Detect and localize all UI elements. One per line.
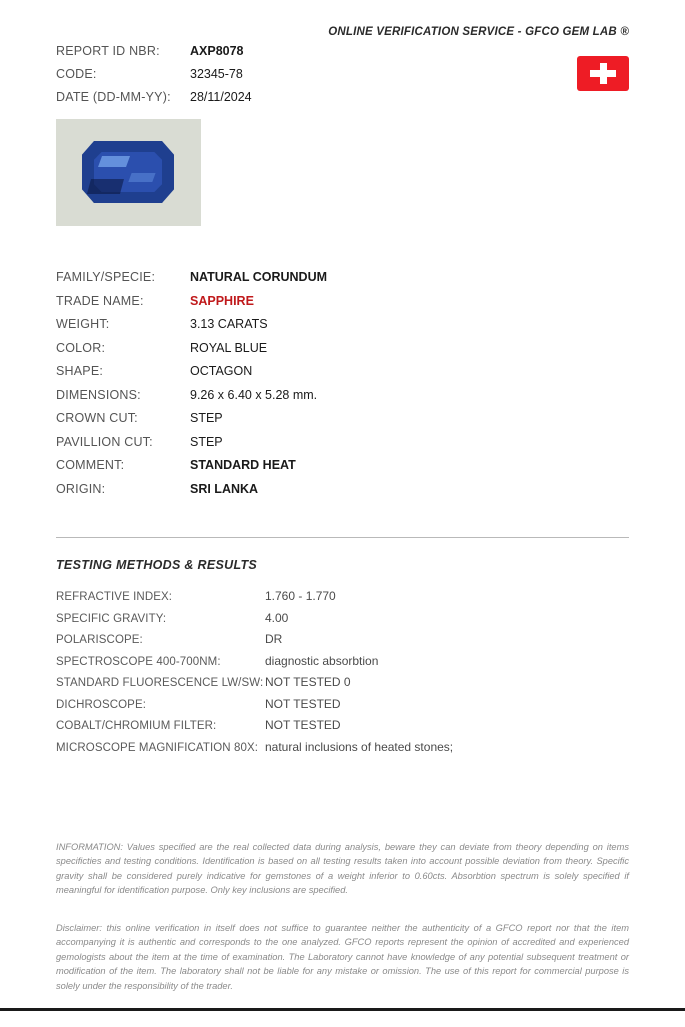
table-row bbox=[56, 654, 616, 668]
test-value: 1.760 - 1.770 bbox=[265, 589, 336, 603]
meta-label: DATE (DD-MM-YY): bbox=[56, 90, 171, 104]
table-row bbox=[56, 740, 616, 754]
meta-label: REPORT ID NBR: bbox=[56, 44, 160, 58]
gem-highlight bbox=[128, 173, 155, 182]
gemstone-photo bbox=[56, 119, 201, 226]
test-label: MICROSCOPE MAGNIFICATION 80X: bbox=[56, 741, 259, 754]
report-meta-block bbox=[56, 44, 376, 113]
gem-shadow-facet bbox=[87, 179, 124, 194]
ident-value: NATURAL CORUNDUM bbox=[190, 270, 328, 284]
swiss-flag-icon bbox=[577, 56, 629, 91]
information-note: INFORMATION: Values specified are the real collected data during analysis, beware they can deviate from theory depending on items specificties and testing conditions. Identification is based on all testing results taken into account possible deviation from theory. Specific gravity shall be considered purely indicative for gemstones of a weight inferior to 0.60cts. Absorbtion spectrum is solely specified if meaningful for identification purpose. Only key inclusions are specified. bbox=[56, 842, 629, 896]
testing-results-table bbox=[56, 589, 616, 761]
ident-label: SHAPE: bbox=[56, 364, 104, 378]
ident-row-crown-cut bbox=[56, 411, 476, 425]
ident-label: CROWN CUT: bbox=[56, 411, 138, 425]
ident-row-pavillion-cut bbox=[56, 435, 476, 449]
ident-row-origin bbox=[56, 482, 476, 496]
ident-row-shape bbox=[56, 364, 476, 378]
testing-section-title: TESTING METHODS & RESULTS bbox=[56, 558, 258, 572]
meta-label: CODE: bbox=[56, 67, 97, 81]
table-row bbox=[56, 697, 616, 711]
section-divider bbox=[56, 537, 629, 538]
ident-value: SRI LANKA bbox=[190, 481, 259, 496]
meta-value: 32345-78 bbox=[190, 67, 243, 81]
ident-row-family bbox=[56, 270, 476, 284]
table-row bbox=[56, 718, 616, 732]
gem-highlight bbox=[98, 156, 130, 167]
table-row bbox=[56, 589, 616, 603]
ident-row-weight bbox=[56, 317, 476, 331]
ident-label: FAMILY/SPECIE: bbox=[56, 270, 156, 284]
ident-value: STANDARD HEAT bbox=[190, 458, 296, 472]
footer-bar bbox=[0, 1008, 685, 1011]
test-value: DR bbox=[265, 632, 283, 646]
table-row bbox=[56, 675, 616, 689]
ident-label: ORIGIN: bbox=[56, 481, 106, 496]
ident-value: OCTAGON bbox=[190, 364, 253, 378]
test-label: DICHROSCOPE: bbox=[56, 698, 147, 711]
meta-row bbox=[56, 44, 376, 58]
ident-label: COLOR: bbox=[56, 340, 106, 355]
table-row bbox=[56, 611, 616, 625]
test-label: STANDARD FLUORESCENCE LW/SW: bbox=[56, 677, 264, 689]
ident-value: SAPPHIRE bbox=[190, 293, 254, 308]
meta-row bbox=[56, 67, 376, 81]
test-label: SPECTROSCOPE 400-700NM: bbox=[56, 655, 221, 668]
ident-row-dimensions bbox=[56, 388, 476, 402]
ident-row-comment bbox=[56, 458, 476, 472]
test-label: COBALT/CHROMIUM FILTER: bbox=[56, 720, 217, 732]
gemstone-illustration bbox=[82, 141, 174, 203]
test-label: REFRACTIVE INDEX: bbox=[56, 591, 173, 603]
ident-label: WEIGHT: bbox=[56, 317, 110, 331]
test-value: 4.00 bbox=[265, 610, 289, 625]
test-value: diagnostic absorbtion bbox=[265, 653, 379, 668]
ident-row-color bbox=[56, 341, 476, 355]
ident-value: 3.13 CARATS bbox=[190, 317, 268, 331]
test-value: NOT TESTED 0 bbox=[265, 675, 351, 689]
meta-value: AXP8078 bbox=[190, 44, 244, 58]
ident-value: ROYAL BLUE bbox=[190, 340, 268, 355]
meta-row bbox=[56, 90, 376, 104]
ident-label: TRADE NAME: bbox=[56, 293, 144, 308]
ident-value: 9.26 x 6.40 x 5.28 mm. bbox=[190, 387, 318, 402]
test-label: POLARISCOPE: bbox=[56, 634, 143, 646]
page-title: ONLINE VERIFICATION SERVICE - GFCO GEM LAB ® bbox=[328, 26, 629, 38]
test-value: natural inclusions of heated stones; bbox=[265, 739, 454, 754]
ident-label: COMMENT: bbox=[56, 458, 125, 472]
table-row bbox=[56, 632, 616, 646]
identification-block bbox=[56, 270, 476, 505]
disclaimer-note: Disclaimer: this online verification in itself does not suffice to guarantee neither the authenticity of a GFCO report nor that the item accompanying it is authentic and corresponds to the one analyzed. GFCO reports represent the opinion of accredited and experienced gemologists about the item at the time of examination. The Laboratory cannot have knowledge of any potential subsequent treatment or modification of the item. The laboratory shall not be liable for any mistake or omission. The use of this report for commercial purpose is solely under the responsibility of the trader. bbox=[56, 923, 629, 991]
ident-value: STEP bbox=[190, 434, 223, 449]
test-value: NOT TESTED bbox=[265, 718, 341, 732]
test-value: NOT TESTED bbox=[265, 696, 341, 711]
ident-row-trade-name bbox=[56, 294, 476, 308]
test-label: SPECIFIC GRAVITY: bbox=[56, 612, 167, 625]
flag-cross-horizontal bbox=[590, 70, 616, 77]
ident-label: PAVILLION CUT: bbox=[56, 434, 153, 449]
ident-label: DIMENSIONS: bbox=[56, 387, 141, 402]
ident-value: STEP bbox=[190, 411, 223, 425]
meta-value: 28/11/2024 bbox=[190, 90, 252, 104]
